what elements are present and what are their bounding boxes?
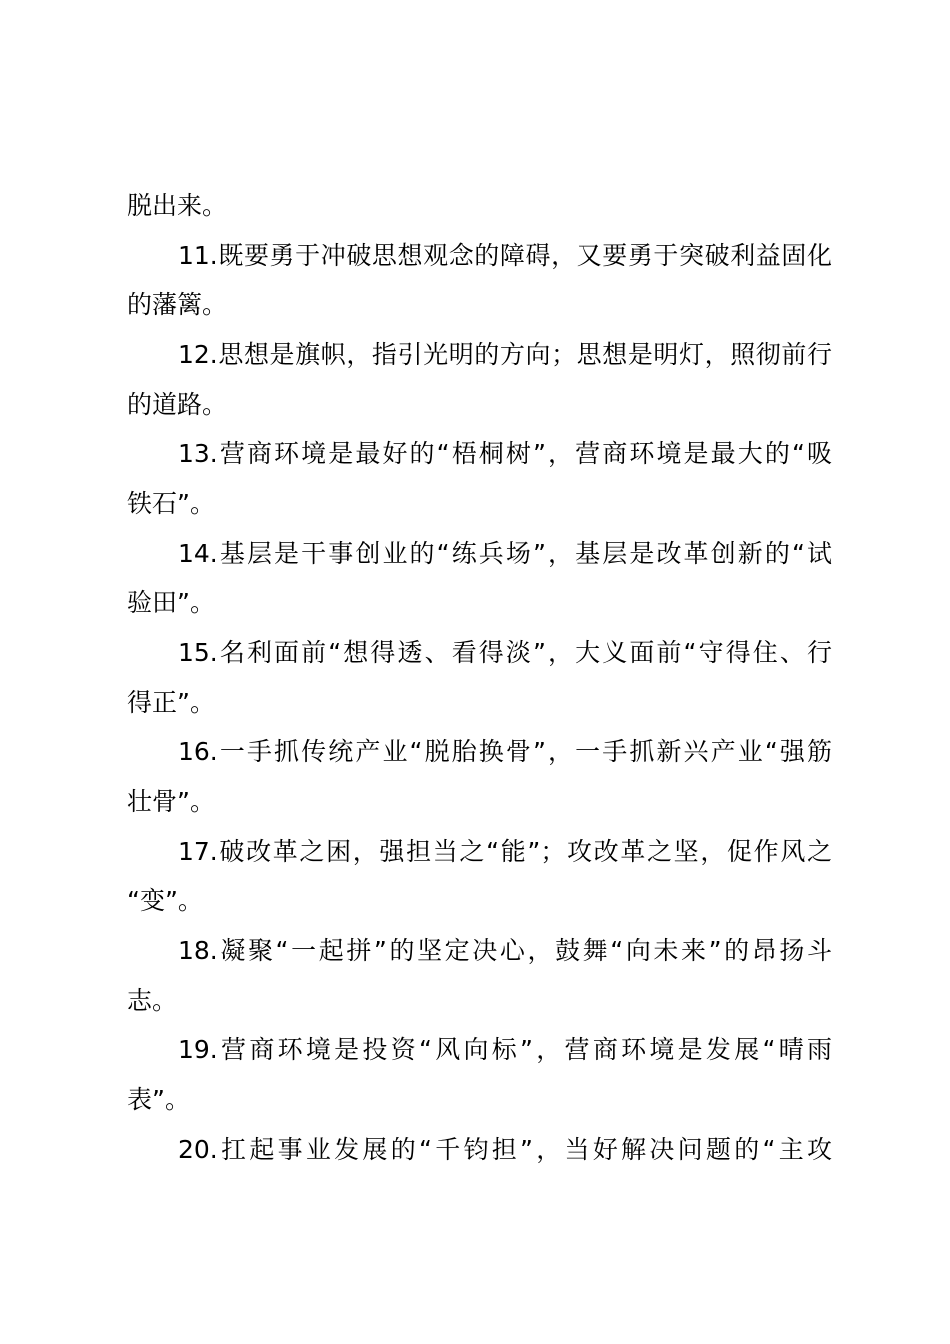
text-line: 脱出来。 [127,191,228,220]
paragraph-19-line-2: 表”。 [127,1085,190,1114]
paragraph-16-line-2: 壮骨”。 [127,787,215,816]
paragraph-16-line-1: 16.一手抓传统产业“脱胎换骨”，一手抓新兴产业“强筋 [178,737,832,766]
paragraph-13-line-1: 13.营商环境是最好的“梧桐树”，营商环境是最大的“吸 [178,439,832,468]
paragraph-18-line-2: 志。 [127,986,178,1015]
paragraph-20-line-1: 20.扛起事业发展的“千钧担”，当好解决问题的“主攻 [178,1135,832,1164]
paragraph-15-line-1: 15.名利面前“想得透、看得淡”，大义面前“守得住、行 [178,638,832,667]
paragraph-18-line-1: 18.凝聚“一起拼”的坚定决心，鼓舞“向未来”的昂扬斗 [178,936,832,965]
paragraph-12-line-1: 12.思想是旗帜，指引光明的方向；思想是明灯，照彻前行 [178,340,832,369]
paragraph-11-line-2: 的藩篱。 [127,290,228,319]
paragraph-14-line-2: 验田”。 [127,588,215,617]
paragraph-11-line-1: 11.既要勇于冲破思想观念的障碍，又要勇于突破利益固化 [178,241,832,270]
paragraph-19-line-1: 19.营商环境是投资“风向标”，营商环境是发展“晴雨 [178,1035,832,1064]
paragraph-14-line-1: 14.基层是干事创业的“练兵场”，基层是改革创新的“试 [178,539,832,568]
paragraph-13-line-2: 铁石”。 [127,489,215,518]
paragraph-17-line-1: 17.破改革之困，强担当之“能”；攻改革之坚，促作风之 [178,837,832,866]
paragraph-12-line-2: 的道路。 [127,390,228,419]
paragraph-15-line-2: 得正”。 [127,688,215,717]
paragraph-17-line-2: “变”。 [127,886,203,915]
